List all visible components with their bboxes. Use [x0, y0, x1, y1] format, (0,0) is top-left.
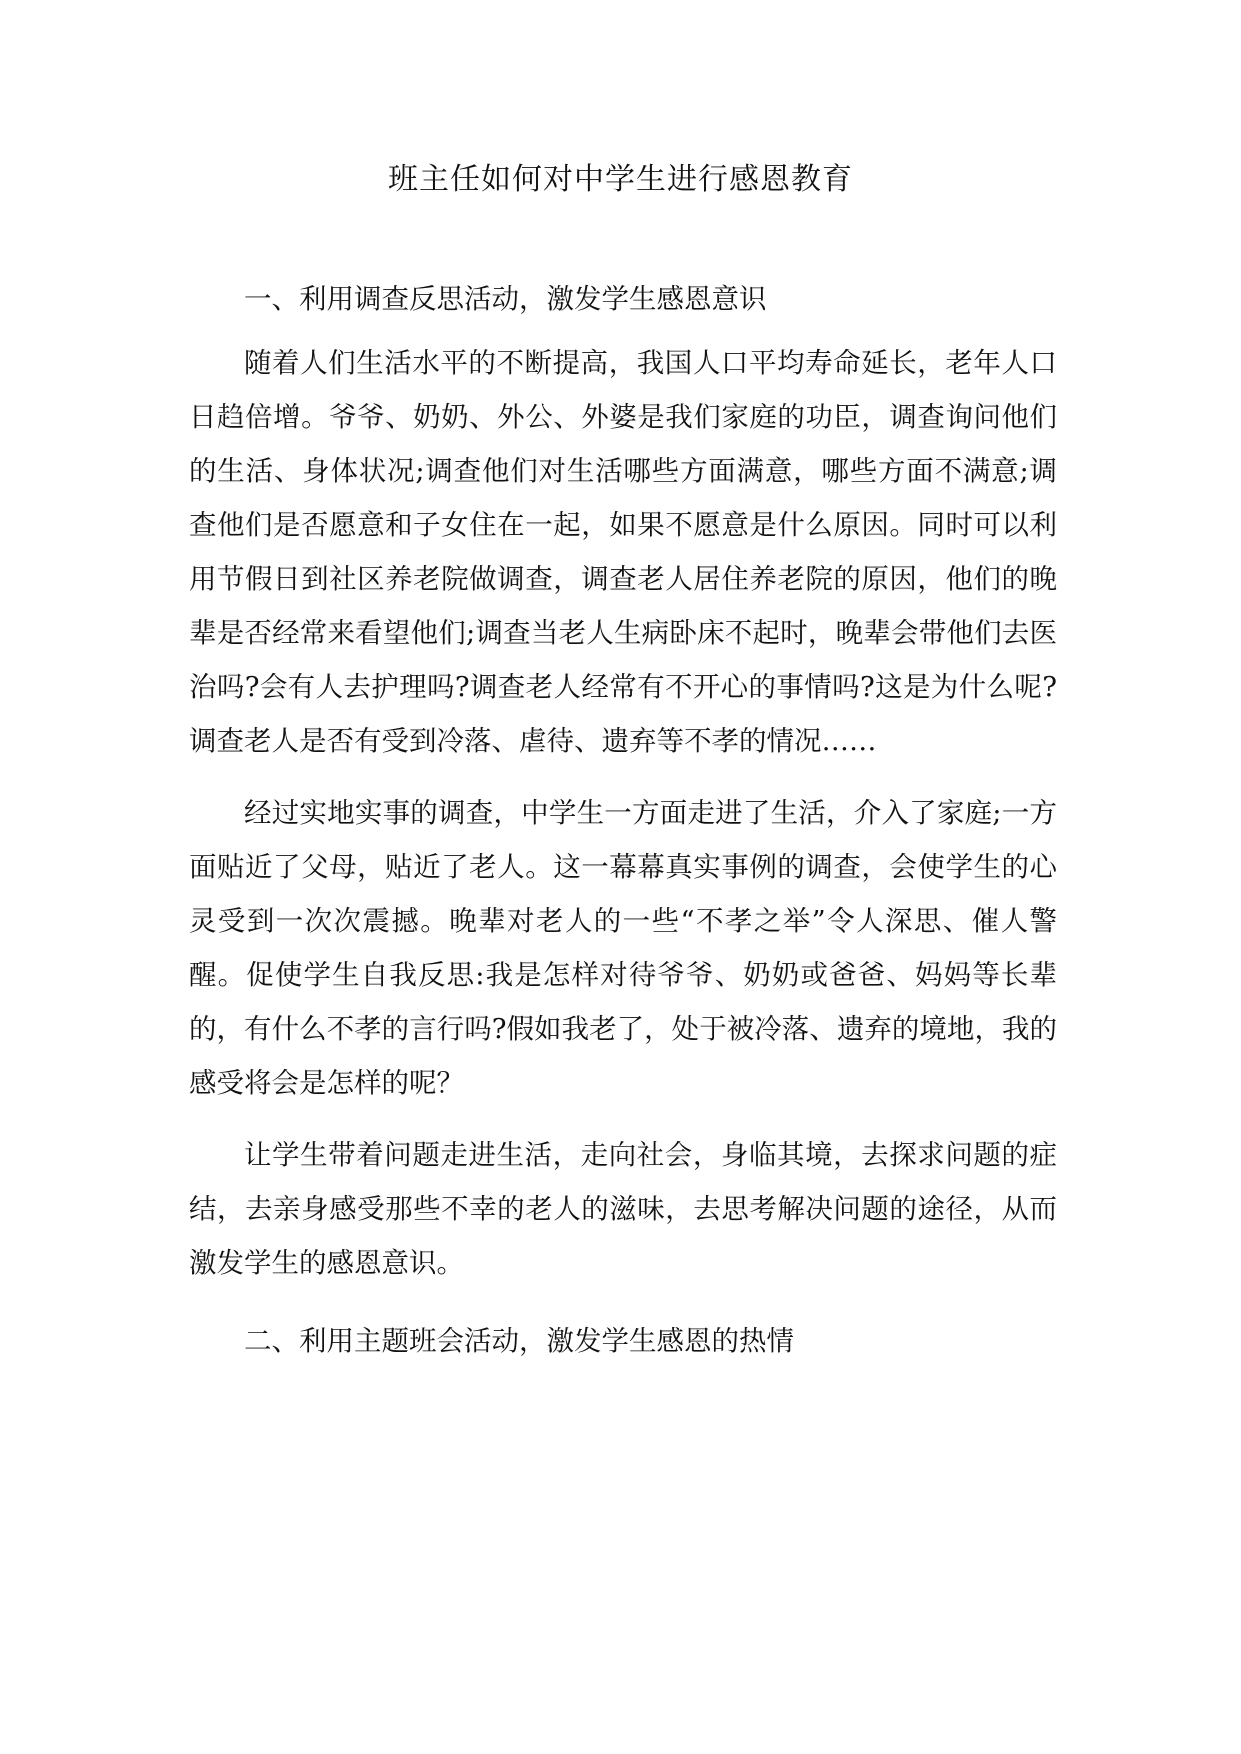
- section-heading-1: 一、利用调查反思活动，激发学生感恩意识: [244, 283, 767, 315]
- paragraph-2: 经过实地实事的调查，中学生一方面走进了生活，介入了家庭;一方面贴近了父母，贴近了老人。这一幕幕真实事例的调查，会使学生的心灵受到一次次震撼。晚辈对老人的一些“不孝之举”令人深思、催人警醒。促使学生自我反思:我是怎样对待爷爷、奶奶或爸爸、妈妈等长辈的，有什么不孝的言行吗?假如我老了，处于被冷落、遗弃的境地，我的感受将会是怎样的呢？: [189, 797, 1057, 1099]
- paragraph-1: 随着人们生活水平的不断提高，我国人口平均寿命延长，老年人口日趋倍增。爷爷、奶奶、外公、外婆是我们家庭的功臣，调查询问他们的生活、身体状况;调查他们对生活哪些方面满意，哪些方面不满意;调查他们是否愿意和子女住在一起，如果不愿意是什么原因。同时可以利用节假日到社区养老院做调查，调查老人居住养老院的原因，他们的晚辈是否经常来看望他们;调查当老人生病卧床不起时，晚辈会带他们去医治吗?会有人去护理吗?调查老人经常有不开心的事情吗?这是为什么呢?调查老人是否有受到冷落、虐待、遗弃等不孝的情况……: [189, 347, 1057, 757]
- document-body: [189, 272, 1057, 1368]
- document-title: 班主任如何对中学生进行感恩教育: [388, 162, 853, 197]
- section-heading-2: 二、利用主题班会活动，激发学生感恩的热情: [244, 1325, 794, 1357]
- paragraph-3: 让学生带着问题走进生活，走向社会，身临其境，去探求问题的症结，去亲身感受那些不幸的老人的滋味，去思考解决问题的途径，从而激发学生的感恩意识。: [189, 1139, 1057, 1279]
